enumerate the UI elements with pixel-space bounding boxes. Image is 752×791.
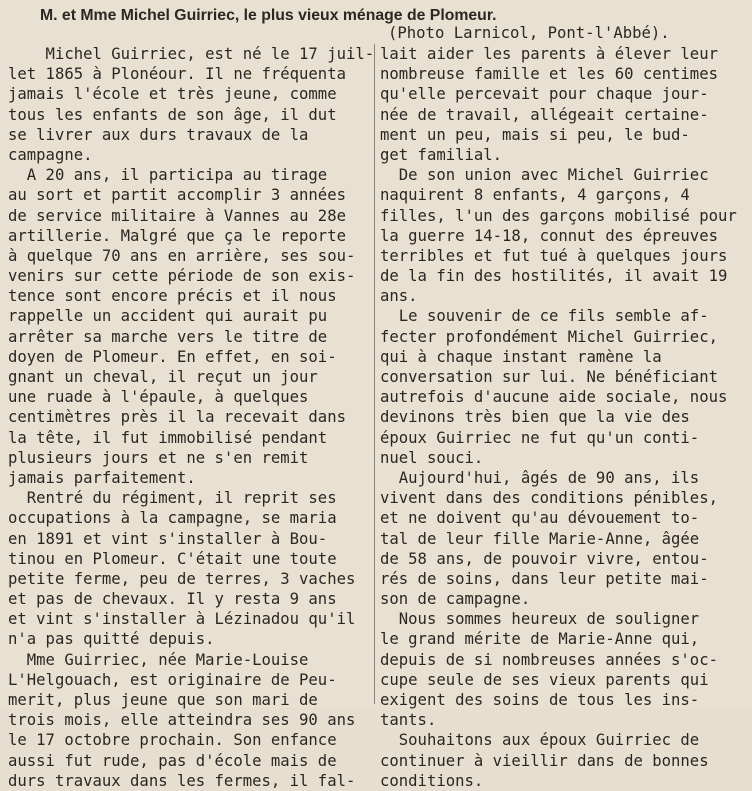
text-line: campagne. — [8, 145, 93, 164]
text-line: A 20 ans, il participa au tirage — [8, 166, 328, 185]
photo-caption: (Photo Larnicol, Pont-l'Abbé). — [388, 24, 670, 42]
text-line: doyen de Plomeur. En effet, en soi- — [8, 347, 337, 366]
text-line: get familial. — [380, 145, 503, 164]
text-line: De son union avec Michel Guirriec — [380, 166, 709, 185]
text-line: trois mois, elle atteindra ses 90 ans — [8, 711, 356, 730]
text-line: se livrer aux durs travaux de la — [8, 125, 309, 144]
text-line: au sort et partit accomplir 3 années — [8, 186, 346, 205]
text-line: époux Guirriec ne fut qu'un conti- — [380, 428, 700, 447]
text-line: devinons très bien que la vie des — [380, 408, 690, 427]
text-line: artillerie. Malgré que ça le reporte — [8, 226, 346, 245]
text-line: son de campagne. — [380, 590, 531, 609]
text-line: Le souvenir de ce fils semble af- — [380, 307, 709, 326]
right-column — [380, 44, 742, 791]
text-line: ans. — [380, 287, 418, 306]
text-line: centimètres près il la recevait dans — [8, 408, 346, 427]
text-line: cupe seule de ses vieux parents qui — [380, 670, 709, 689]
text-line: le 17 octobre prochain. Son enfance — [8, 731, 337, 750]
text-line: de la fin des hostilités, il avait 19 — [380, 267, 728, 286]
text-line: petite ferme, peu de terres, 3 vaches — [8, 569, 356, 588]
text-line: la tête, il fut immobilisé pendant — [8, 428, 328, 447]
text-line: gnant un cheval, il reçut un jour — [8, 368, 318, 386]
text-line: de service militaire à Vannes au 28e — [8, 206, 346, 225]
text-line: qu'elle percevait pour chaque jour- — [380, 85, 709, 104]
text-line: tence sont encore précis et il nous — [8, 287, 337, 306]
text-line: à quelque 70 ans en arrière, ses sou- — [8, 246, 356, 265]
text-line: tal de leur fille Marie-Anne, âgée — [380, 529, 700, 548]
text-line: fecter profondément Michel Guirriec, — [380, 327, 718, 346]
text-line: le grand mérite de Marie-Anne qui, — [380, 630, 700, 649]
text-line: nombreuse famille et les 60 centimes — [380, 65, 718, 84]
text-line: continuer à vieillir dans de bonnes — [380, 751, 709, 770]
column-divider — [374, 44, 375, 704]
text-line: et ne doivent qu'au dévouement to- — [380, 509, 700, 528]
text-line: merit, plus jeune que son mari de — [8, 691, 318, 709]
text-line: filles, l'un des garçons mobilisé pour — [380, 206, 737, 225]
text-line: de 58 ans, de pouvoir vivre, entou- — [380, 549, 709, 568]
text-line: plusieurs jours et ne s'en remit — [8, 448, 309, 467]
text-line: Mme Guirriec, née Marie-Louise — [8, 650, 309, 669]
text-line: aussi fut rude, pas d'école mais de — [8, 751, 337, 770]
text-line: depuis de si nombreuses années s'oc- — [380, 650, 718, 669]
text-line: la guerre 14-18, connut des épreuves — [380, 226, 718, 245]
text-line: terribles et fut tué à quelques jours — [380, 246, 728, 265]
text-line: let 1865 à Plonéour. Il ne fréquenta — [8, 65, 346, 84]
text-line: Souhaitons aux époux Guirriec de — [380, 731, 700, 750]
text-line: vivent dans des conditions pénibles, — [380, 489, 718, 508]
article-header — [0, 0, 752, 44]
text-line: durs travaux dans les fermes, il fal- — [8, 771, 356, 790]
text-line: exigent des soins de tous les ins- — [380, 691, 700, 709]
text-line: et vint s'installer à Lézinadou qu'il — [8, 610, 356, 629]
text-line: ment un peu, mais si peu, le bud- — [380, 125, 690, 144]
text-line: jamais parfaitement. — [8, 468, 196, 487]
text-line: conditions. — [380, 771, 484, 790]
text-line: en 1891 et vint s'installer à Bou- — [8, 529, 328, 548]
text-line: nuel souci. — [380, 448, 484, 467]
text-line: venirs sur cette période de son exis- — [8, 267, 356, 286]
text-line: Aujourd'hui, âgés de 90 ans, ils — [380, 468, 700, 487]
text-line: tants. — [380, 711, 437, 730]
text-line: Nous sommes heureux de souligner — [380, 610, 700, 629]
left-column — [8, 44, 375, 791]
text-line: naquirent 8 enfants, 4 garçons, 4 — [380, 186, 690, 205]
text-line: lait aider les parents à élever leur — [380, 45, 718, 63]
text-line: autrefois d'aucune aide sociale, nous — [380, 388, 728, 407]
text-line: qui à chaque instant ramène la — [380, 347, 662, 366]
text-line: jamais l'école et très jeune, comme — [8, 85, 337, 104]
text-line: rés de soins, dans leur petite mai- — [380, 569, 709, 588]
text-line: conversation sur lui. Ne bénéficiant — [380, 368, 718, 386]
text-line: arrêter sa marche vers le titre de — [8, 327, 328, 346]
text-line: rappelle un accident qui aurait pu — [8, 307, 328, 326]
text-line: Rentré du régiment, il reprit ses — [8, 489, 337, 508]
text-line: L'Helgouach, est originaire de Peu- — [8, 670, 337, 689]
text-line: occupations à la campagne, se maria — [8, 509, 337, 528]
text-line: tinou en Plomeur. C'était une toute — [8, 549, 337, 568]
text-line: et pas de chevaux. Il y resta 9 ans — [8, 590, 337, 609]
text-line: tous les enfants de son âge, il dut — [8, 105, 337, 124]
article-title: M. et Mme Michel Guirriec, le plus vieux ménage de Plomeur. — [40, 7, 497, 24]
text-line: née de travail, allégeait certaine- — [380, 105, 709, 124]
text-line: une ruade à l'épaule, à quelques — [8, 388, 309, 407]
text-line: n'a pas quitté depuis. — [8, 630, 215, 649]
text-line: Michel Guirriec, est né le 17 juil- — [8, 45, 375, 63]
